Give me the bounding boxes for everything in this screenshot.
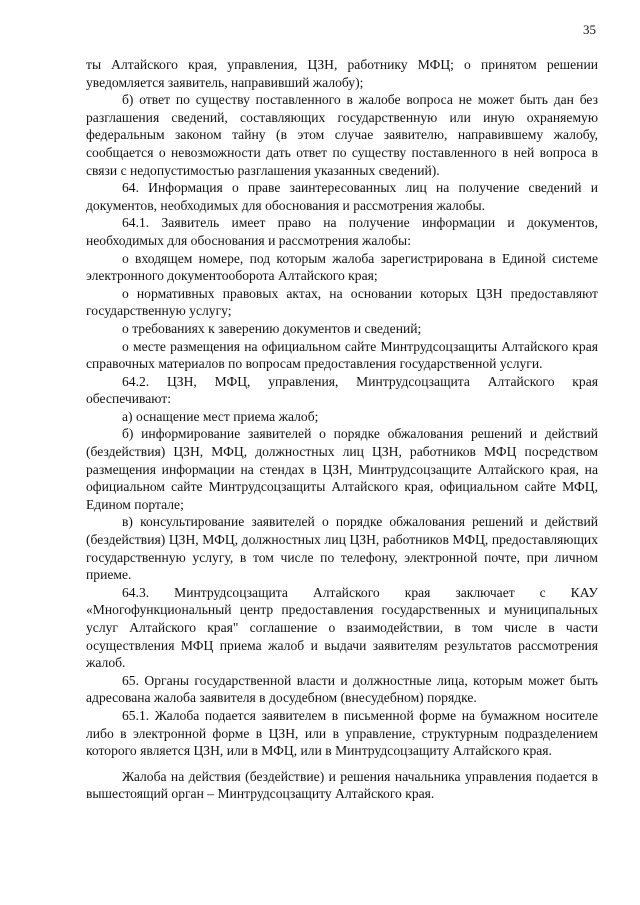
paragraph-64-2-a: а) оснащение мест приема жалоб; [122, 408, 319, 424]
document-body [86, 56, 598, 803]
page-number: 35 [583, 22, 596, 37]
paragraph-64-2: 64.2. ЦЗН, МФЦ, управления, Минтрудсоцзащита Алтайского края обеспечивают: [86, 373, 598, 407]
paragraph-legal-acts: о нормативных правовых актах, на основании которых ЦЗН предоставляют государственную услугу; [86, 285, 598, 319]
paragraph-reference-materials: о месте размещения на официальном сайте Минтрудсоцзащиты Алтайского края справочных материалов по вопросам предоставления государственной услуги. [86, 338, 598, 372]
paragraph-64-1: 64.1. Заявитель имеет право на получение информации и документов, необходимых для обоснования и рассмотрения жалобы: [86, 215, 598, 248]
paragraph-64-3: 64.3. Минтрудсоцзащита Алтайского края заключает с КАУ «Многофункциональный центр предоставления государственных и муниципальных услуг Алтайского края" соглашение о взаимодействии, в том числе в части осуществления МФЦ приема жалоб и выдачи заявителям результатов рассмотрения жалоб. [86, 584, 598, 671]
paragraph-incoming-number: о входящем номере, под которым жалоба зарегистрирована в Единой системе электронного документооборота Алтайского края; [86, 250, 598, 284]
paragraph-64-2-v: в) консультирование заявителей о порядке обжалования решений и действий (бездействия) ЦЗН, МФЦ, должностных лиц ЦЗН, работников МФЦ, предоставляющих государственную услугу, в том числе по телефону, электронной почте, при личном приеме. [86, 514, 598, 583]
paragraph-item-b: б) ответ по существу поставленного в жалобе вопроса не может быть дан без разглашения сведений, составляющих государственную или иную охраняемую федеральным законом тайну (в этом случае заявителю, направившему жалобу, сообщается о невозможности дать ответ по существу поставленного в ней вопроса в связи с недопустимостью разглашения указанных сведений). [86, 92, 598, 178]
paragraph-65-1: 65.1. Жалоба подается заявителем в письменной форме на бумажном носителе либо в электронной форме в ЦЗН, или в управление, структурным подразделением которого является ЦЗН, или в МФЦ, или в Минтрудсоцзащиту Алтайского края. [86, 707, 598, 759]
paragraph-complaint-head: Жалоба на действия (бездействие) и решения начальника управления подается в вышестоящий орган – Минтрудсоцзащиту Алтайского края. [86, 768, 598, 802]
paragraph-65: 65. Органы государственной власти и должностные лица, которым может быть адресована жалоба заявителя в досудебном (внесудебном) порядке. [86, 672, 598, 706]
paragraph-certification: о требованиях к заверению документов и сведений; [122, 320, 422, 336]
paragraph-64: 64. Информация о праве заинтересованных лиц на получение сведений и документов, необходимых для обоснования и рассмотрения жалобы. [86, 180, 598, 213]
paragraph-64-2-b: б) информирование заявителей о порядке обжалования решений и действий (бездействия) ЦЗН, МФЦ, должностных лиц ЦЗН, работников МФЦ посредством размещения информации на стендах в ЦЗН, Минтрудсоцзащите Алтайского края, на официальном сайте Минтрудсоцзащиты Алтайского края, официальном сайте МФЦ, Едином портале; [86, 426, 598, 512]
paragraph-continuation: ты Алтайского края, управления, ЦЗН, работнику МФЦ; о принятом решении уведомляется заявитель, направивший жалобу); [86, 57, 598, 90]
